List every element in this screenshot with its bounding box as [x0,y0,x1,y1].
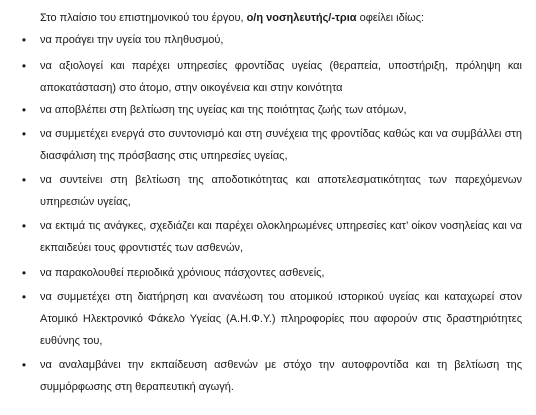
intro-prefix: Στο πλαίσιο του επιστημονικού του έργου, [40,12,247,24]
bullet-icon: • [21,290,27,304]
list-item-text: να συμμετέχει ενεργά στο συντονισμό και στη συνέχεια της φροντίδας καθώς και να συμβάλλει στη διασφάλιση της πρόσβασης στις υπηρεσίες υγείας, [40,128,522,162]
list-item-text: να εκτιμά τις ανάγκες, σχεδιάζει και παρέχει ολοκληρωμένες υπηρεσίες κατ’ οίκον νοσηλείας και να εκπαιδεύει τους φροντιστές των ασθενών, [40,220,522,254]
list-item-text: να προάγει την υγεία του πληθυσμού, [40,34,224,46]
list-item-text: να συμμετέχει στη διατήρηση και ανανέωση του ατομικού ιστορικού υγείας και καταχωρεί στον Ατομικό Ηλεκτρονικό Φάκελο Υγείας (Α.Η.Φ.Υ.) πληροφορίες που αφορούν στις δραστηριότητες ευθύνης του, [40,291,522,347]
bullet-icon: • [21,173,27,187]
list-item-text: να παρακολουθεί περιοδικά χρόνιους πάσχοντες ασθενείς, [40,267,325,279]
intro-suffix: οφείλει ιδίως: [356,12,425,24]
list-item-text: να αποβλέπει στη βελτίωση της υγείας και της ποιότητας ζωής των ατόμων, [40,104,407,116]
bullet-icon: • [21,33,27,47]
bullet-icon: • [21,127,27,141]
bullet-icon: • [21,103,27,117]
list-item-text: να αναλαμβάνει την εκπαίδευση ασθενών με στόχο την αυτοφροντίδα και τη βελτίωση της συμμόρφωσης στη θεραπευτική αγωγή. [40,359,522,393]
intro-role: ο/η νοσηλευτής/-τρια [246,12,357,24]
bullet-icon: • [21,59,27,73]
bullet-icon: • [21,266,27,280]
intro-paragraph [40,11,526,25]
list-item-text: να αξιολογεί και παρέχει υπηρεσίες φροντίδας υγείας (θεραπεία, υποστήριξη, πρόληψη και αποκατάσταση) στο άτομο, στην οικογένεια και στην κοινότητα [40,60,522,94]
bullet-icon: • [21,219,27,233]
list-item-text: να συντείνει στη βελτίωση της αποδοτικότητας και αποτελεσματικότητας των παρεχόμενων υπηρεσιών υγείας, [40,174,522,208]
bullet-icon: • [21,358,27,372]
